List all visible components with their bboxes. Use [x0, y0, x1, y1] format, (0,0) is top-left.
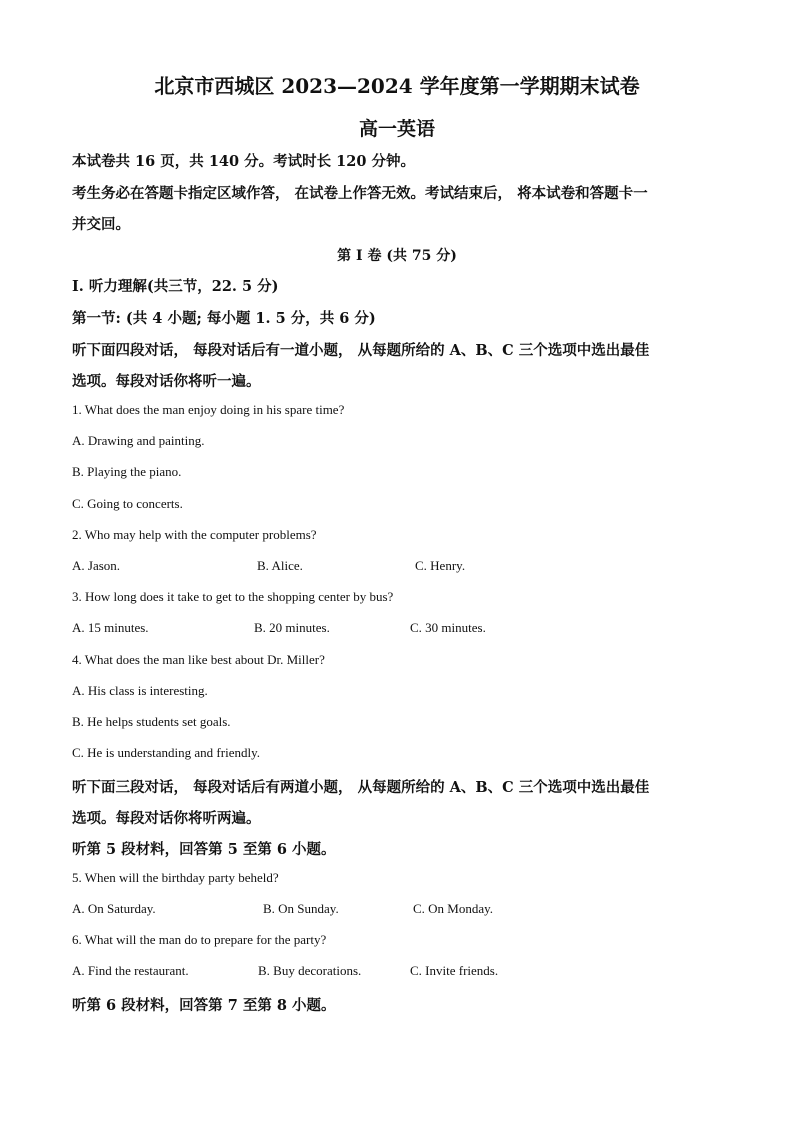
- option-c: C. Going to concerts.: [72, 496, 183, 511]
- instruction-line: 听下面四段对话， 每段对话后有一道小题， 从每题所给的 A、B、C 三个选项中选出最佳: [72, 342, 650, 359]
- option-c: C. He is understanding and friendly.: [72, 745, 260, 760]
- question-stem: 4. What does the man like best about Dr. Miller?: [72, 652, 325, 667]
- instruction-line: 选项。每段对话你将听两遍。: [72, 810, 261, 827]
- option-c: C. 30 minutes.: [410, 620, 486, 635]
- option-b: B. Buy decorations.: [258, 963, 362, 978]
- instruction-line: 听下面三段对话， 每段对话后有两道小题， 从每题所给的 A、B、C 三个选项中选出最佳: [72, 779, 650, 796]
- option-a: A. On Saturday.: [72, 901, 156, 916]
- option-a: A. His class is interesting.: [72, 683, 208, 698]
- option-b: B. Playing the piano.: [72, 464, 182, 479]
- exam-title: 北京市西城区 2023—2024 学年度第一学期期末试卷: [154, 74, 640, 98]
- exam-subtitle: 高一英语: [358, 118, 435, 140]
- material-heading: 听第 6 段材料，回答第 7 至第 8 小题。: [72, 997, 336, 1014]
- question-stem: 3. How long does it take to get to the shopping center by bus?: [72, 589, 394, 604]
- option-a: A. Jason.: [72, 558, 121, 573]
- option-a: A. Drawing and painting.: [72, 433, 205, 448]
- material-heading: 听第 5 段材料，回答第 5 至第 6 小题。: [72, 841, 336, 858]
- option-a: A. 15 minutes.: [72, 620, 149, 635]
- option-b: B. 20 minutes.: [254, 620, 330, 635]
- option-b: B. On Sunday.: [263, 901, 339, 916]
- note-line-2: 考生务必在答题卡指定区域作答， 在试卷上作答无效。考试结束后， 将本试卷和答题卡一: [72, 185, 648, 202]
- option-c: C. Henry.: [415, 558, 466, 573]
- volume-heading: 第 I 卷 (共 75 分): [337, 248, 457, 264]
- instruction-line: 选项。每段对话你将听一遍。: [72, 373, 261, 390]
- option-c: C. Invite friends.: [410, 963, 499, 978]
- option-b: B. Alice.: [257, 558, 303, 573]
- note-line-3: 并交回。: [72, 216, 130, 233]
- question-stem: 1. What does the man enjoy doing in his spare time?: [72, 402, 345, 417]
- question-stem: 5. When will the birthday party beheld?: [72, 870, 279, 885]
- question-stem: 2. Who may help with the computer problems?: [72, 527, 317, 542]
- part-heading: Ⅰ. 听力理解(共三节，22. 5 分): [72, 278, 279, 295]
- option-a: A. Find the restaurant.: [72, 963, 189, 978]
- option-b: B. He helps students set goals.: [72, 714, 231, 729]
- question-stem: 6. What will the man do to prepare for the party?: [72, 932, 327, 947]
- note-line-1: 本试卷共 16 页，共 140 分。考试时长 120 分钟。: [72, 153, 415, 170]
- option-c: C. On Monday.: [413, 901, 494, 916]
- section-heading: 第一节: (共 4 小题; 每小题 1. 5 分，共 6 分): [72, 310, 376, 327]
